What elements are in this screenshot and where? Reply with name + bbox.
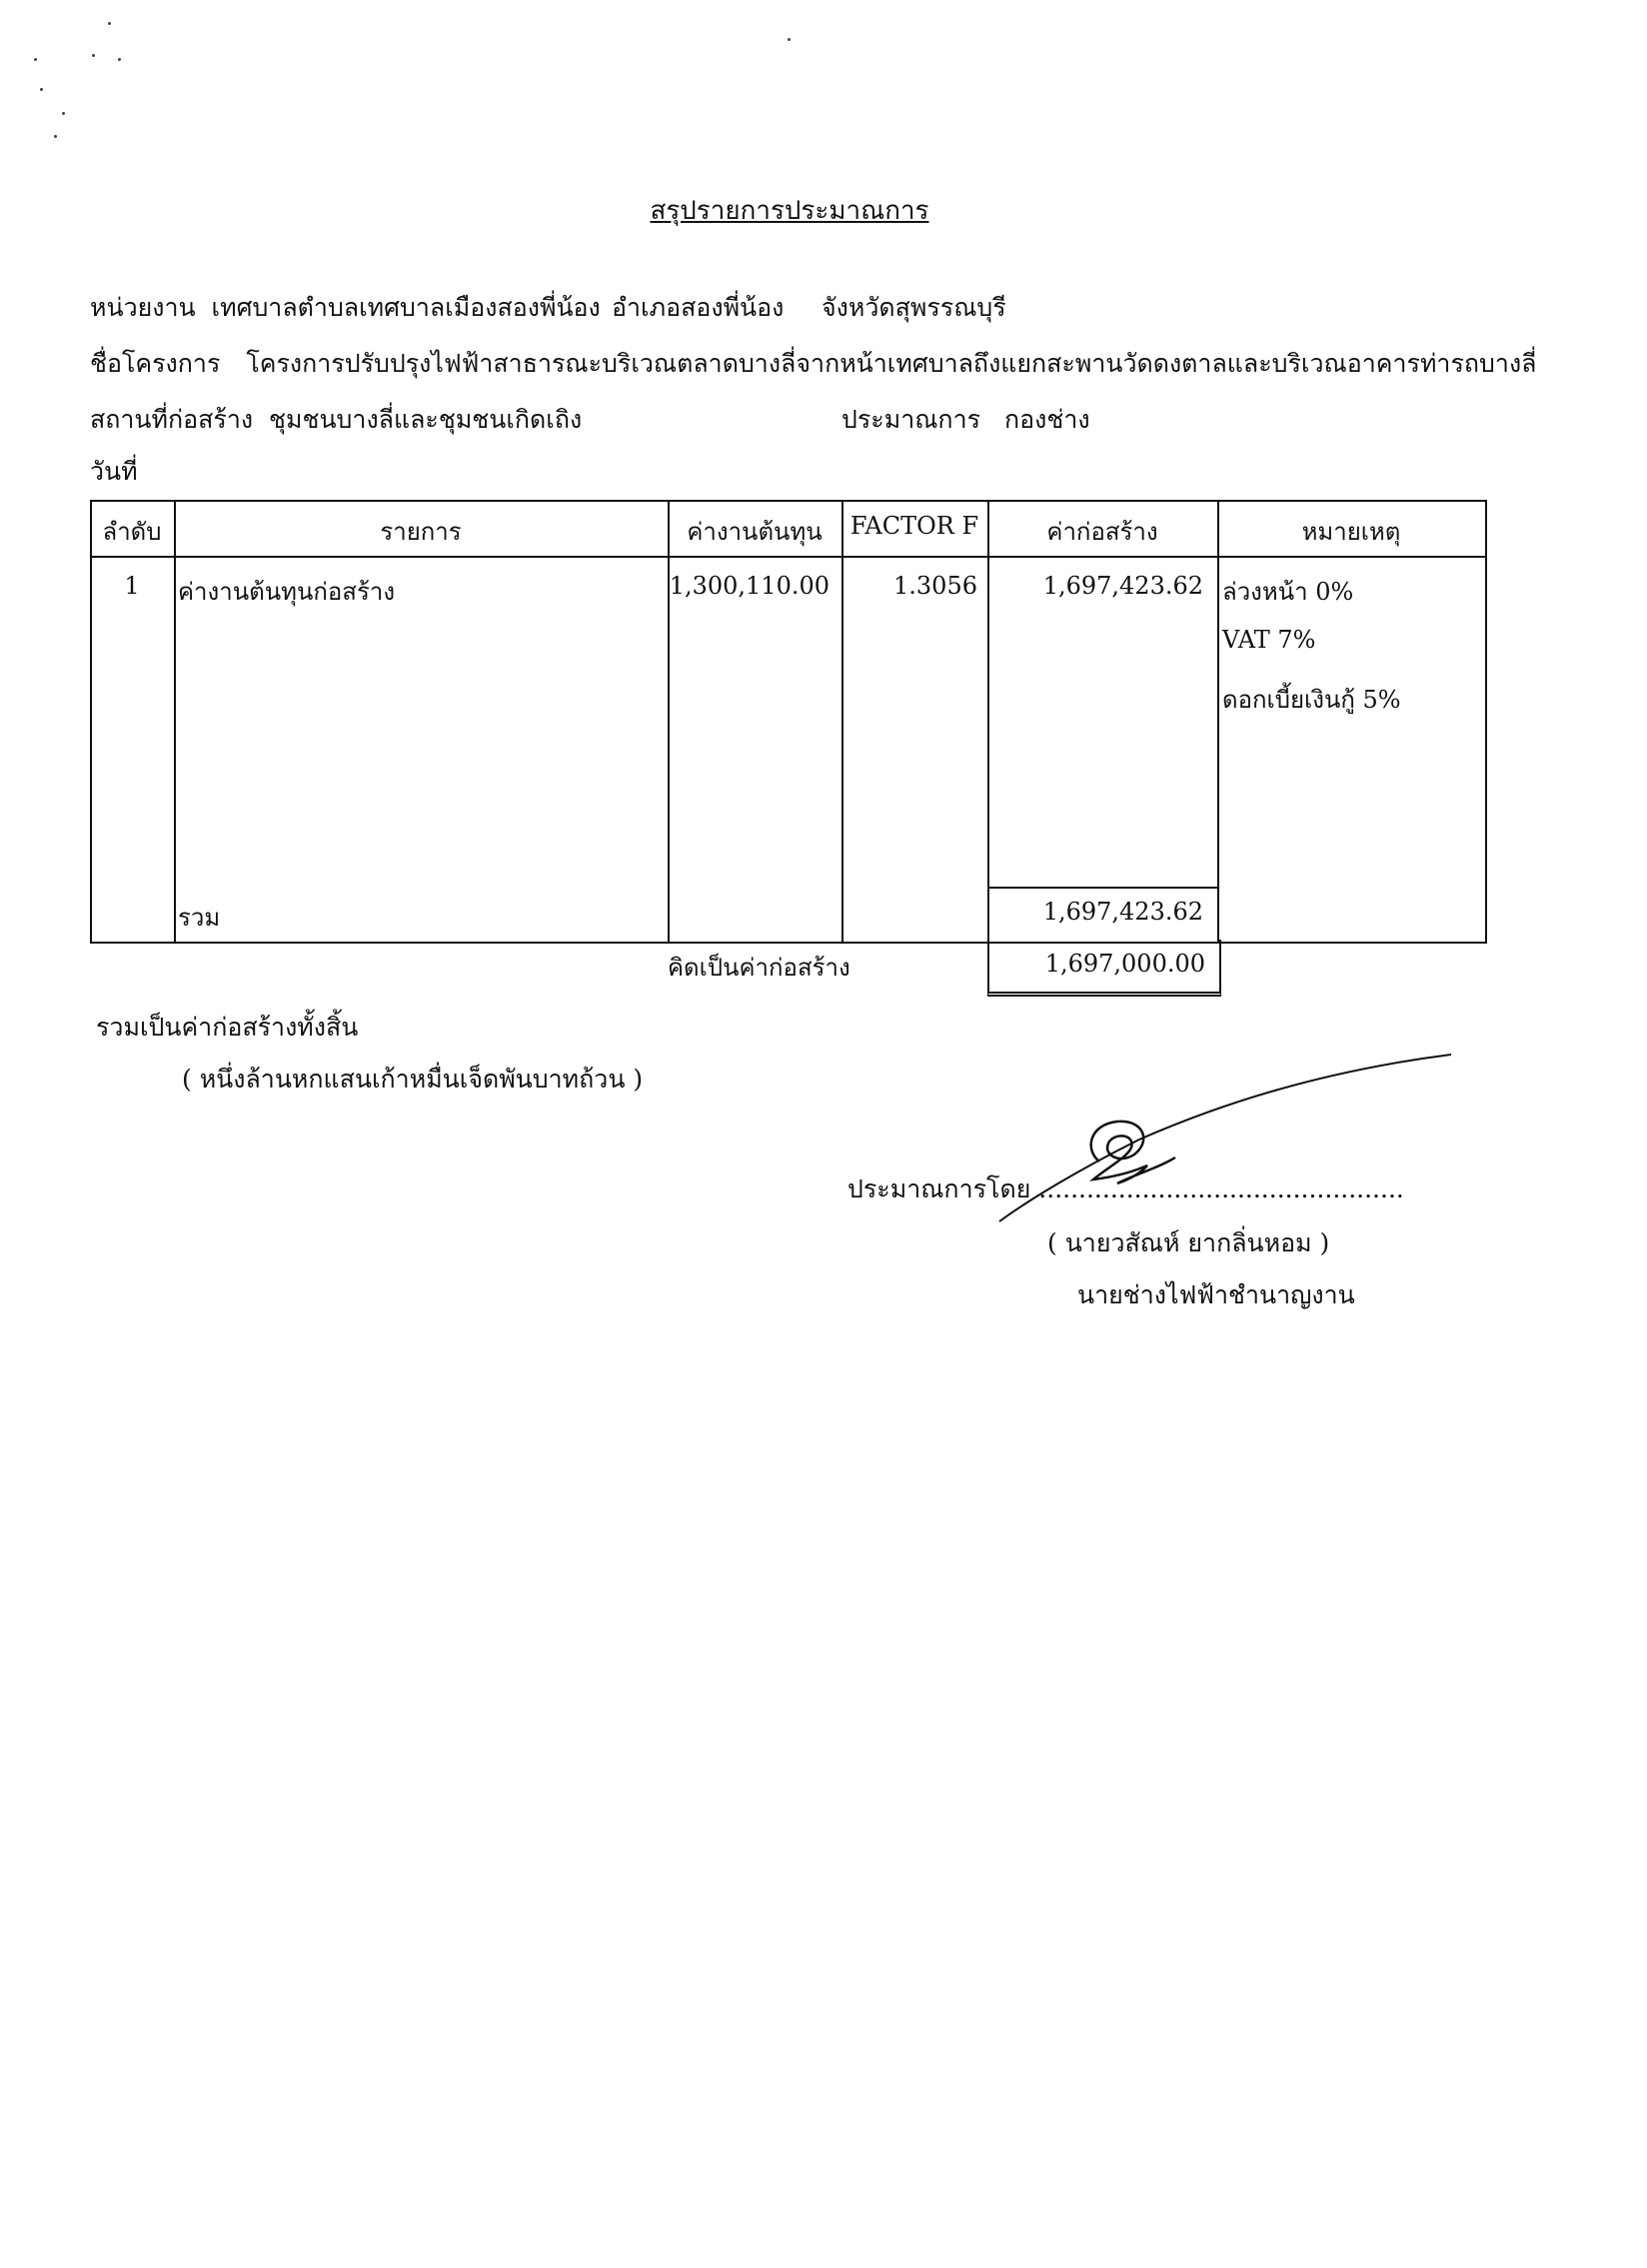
agency-value: เทศบาลตำบลเทศบาลเมืองสองพี่น้อง (211, 293, 601, 322)
row-factor: 1.3056 (893, 572, 977, 600)
total-divider (987, 887, 1217, 889)
table-divider (987, 502, 989, 942)
summary-label: รวมเป็นค่าก่อสร้างทั้งสิ้น (96, 1013, 359, 1042)
table-border (90, 502, 92, 942)
col-header-item: รายการ (380, 518, 462, 546)
col-header-remarks: หมายเหตุ (1301, 518, 1401, 546)
table-divider (174, 502, 176, 942)
table-divider (841, 502, 843, 942)
estimator-label: ประมาณการ (841, 405, 981, 434)
row-item: ค่างานต้นทุนก่อสร้าง (178, 578, 396, 606)
scan-speck (40, 88, 43, 91)
date-label: วันที่ (90, 457, 138, 486)
remark-advance: ล่วงหน้า 0% (1222, 578, 1354, 606)
summary-words: ( หนึ่งล้านหกแสนเก้าหมื่นเจ็ดพันบาทถ้วน ) (182, 1065, 644, 1094)
table-divider (1217, 502, 1219, 942)
remark-vat: VAT 7% (1222, 626, 1316, 654)
scan-speck (34, 58, 37, 61)
prepared-by: ประมาณการโดย .............................................. (847, 1174, 1404, 1203)
project-value: โครงการปรับปรุงไฟฟ้าสาธารณะบริเวณตลาดบางลี่จากหน้าเทศบาลถึงแยกสะพานวัดดงตาลและบริเวณอาคารท่ารถบางลี่ (246, 349, 1537, 378)
project-label: ชื่อโครงการ (90, 349, 221, 378)
estimator-value: กองช่าง (1004, 405, 1090, 434)
agency-line (90, 288, 601, 328)
document-title: สรุปรายการประมาณการ (650, 196, 929, 226)
district: อำเภอสองพี่น้อง (612, 293, 785, 322)
site-value: ชุมชนบางลี่และชุมชนเกิดเถิง (269, 405, 583, 434)
row-construction: 1,697,423.62 (1042, 572, 1203, 600)
total-value: 1,697,423.62 (1042, 898, 1203, 926)
estimate-table (90, 500, 1487, 944)
remark-interest: ดอกเบี้ยเงินกู้ 5% (1222, 686, 1401, 714)
row-cost: 1,300,110.00 (669, 572, 829, 600)
header-divider (90, 556, 1487, 558)
row-no: 1 (124, 572, 140, 600)
scan-speck (108, 22, 111, 25)
table-divider (668, 502, 670, 942)
site-label: สถานที่ก่อสร้าง (90, 405, 254, 434)
col-header-construction: ค่าก่อสร้าง (1046, 518, 1158, 546)
scan-speck (118, 58, 121, 61)
scan-speck (788, 38, 791, 41)
rounded-label: คิดเป็นค่าก่อสร้าง (668, 954, 850, 982)
col-header-no: ลำดับ (102, 518, 162, 546)
signer-name: ( นายวสัณห์ ยากลิ่นหอม ) (1047, 1228, 1330, 1257)
project-line (90, 344, 1536, 384)
rounded-value: 1,697,000.00 (1044, 950, 1205, 978)
scan-speck (92, 54, 95, 57)
col-header-factor: FACTOR F (849, 512, 979, 540)
province: จังหวัดสุพรรณบุรี (822, 293, 1006, 322)
table-border (1485, 502, 1487, 942)
site-line (90, 400, 582, 440)
total-label: รวม (178, 904, 221, 932)
estimator-line (841, 400, 1090, 440)
scan-speck (62, 112, 65, 115)
scan-speck (54, 135, 57, 138)
signer-position: นายช่างไฟฟ้าชำนาญงาน (1077, 1280, 1355, 1309)
agency-label: หน่วยงาน (90, 293, 196, 322)
col-header-cost: ค่างานต้นทุน (687, 518, 823, 546)
rounded-value-box (987, 940, 1221, 997)
